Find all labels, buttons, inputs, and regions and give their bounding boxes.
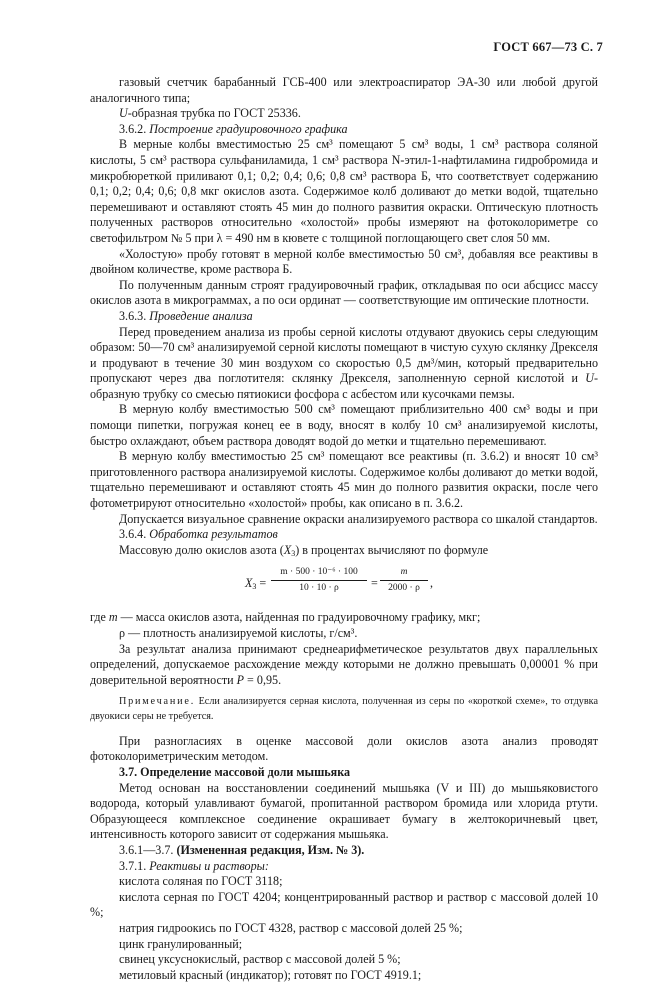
fraction-denominator: 2000 · ρ <box>388 583 420 594</box>
section-number: 3.6.1—3.7. <box>119 842 174 857</box>
section-title: Проведение анализа <box>149 308 253 323</box>
paragraph: В мерную колбу вместимостью 25 см³ помещают все реактивы (п. 3.6.2) и вносят 10 см³ приготовленного раствора анализируемой кислоты. Содержимое колбы доливают до метки водой, тщательно перемешивают и оставляют стоять 45 мин до полного развития окраски, после чего фотометрируют относительно «холостой» пробы, как описано в п. 3.6.2. <box>90 449 598 511</box>
note-text: Если анализируется серная кислота, полученная из серы по «короткой схеме», то отдувка двуокиси серы не требуется. <box>90 696 598 722</box>
list-item: кислота серная по ГОСТ 4204; концентрированный раствор и раствор с массовой долей 10 %; <box>90 889 598 920</box>
equals-sign: = <box>371 576 378 591</box>
section-heading-3-7 <box>90 765 598 781</box>
paragraph: Допускается визуальное сравнение окраски анализируемого раствора со шкалой стандартов. <box>119 511 598 526</box>
variable: U <box>585 371 594 386</box>
section-heading-3-6-2 <box>90 122 598 138</box>
amendment-text: (Измененная редакция, Изм. № 3). <box>176 842 365 857</box>
fraction <box>380 565 428 596</box>
where-clause: ρ — плотность анализируемой кислоты, г/см³. <box>119 626 358 640</box>
note <box>90 695 598 723</box>
paragraph-text: Перед проведением анализа из пробы серной кислоты отдувают двуокись серы следующим образом: 50—70 см³ анализируемой серной кислоты помещают в чистую сухую склянку Дрекселя и продувают в течение 30 мин воздухом со скоростью 0,5 дм³/мин, который предварительно пропускают через два поглотителя: склянку Дрекселя, заполненную серной кислотой и <box>90 324 598 386</box>
variable: X <box>283 542 292 557</box>
paragraph: Метод основан на восстановлении соединений мышьяка (V и III) до мышьяковистого водорода, который улавливают бумагой, пропитанной раствором бромида или хлорида ртути. Образующееся комплексное соединение окрашивает бумагу в желтокоричневый цвет, интенсивность которого зависит от содержания мышьяка. <box>90 780 598 842</box>
paragraph <box>90 543 598 559</box>
section-heading-3-6-4 <box>90 527 598 543</box>
formula <box>90 562 598 608</box>
section-heading-3-6-3 <box>90 309 598 325</box>
section-title: Реактивы и растворы: <box>149 858 269 873</box>
page-header: ГОСТ 667—73 С. 7 <box>493 40 603 54</box>
paragraph: «Холостую» пробу готовят в мерной колбе вместимостью 50 см³, добавляя все реактивы в двойном количестве, кроме раствора Б. <box>90 246 598 277</box>
paragraph <box>90 106 598 122</box>
paragraph <box>90 642 598 689</box>
section-number: 3.7.1. <box>119 858 147 873</box>
variable: P <box>236 672 245 687</box>
paragraph-text: -образная трубка по ГОСТ 25336. <box>127 106 301 121</box>
amendment-note <box>90 843 598 859</box>
list-item: натрия гидроокись по ГОСТ 4328, раствор с массовой долей 25 %; <box>119 920 463 935</box>
paragraph-text: — масса окислов азота, найденная по градуировочному графику, мкг; <box>117 610 481 625</box>
subscript: 3 <box>291 548 296 558</box>
section-number: 3.6.2. <box>119 121 147 136</box>
subscript: 3 <box>252 582 257 592</box>
section-number: 3.6.3. <box>119 308 147 323</box>
variable: m <box>108 610 118 625</box>
list-item: цинк гранулированный; <box>119 936 243 951</box>
paragraph-text: -образную трубку со смесью пятиокиси фосфора с асбестом или кусочками пемзы. <box>90 371 598 401</box>
paragraph: газовый счетчик барабанный ГСБ-400 или электроаспиратор ЭА-30 или любой другой аналогичного типа; <box>90 75 598 105</box>
section-heading-3-7-1 <box>90 859 598 875</box>
list-item: метиловый красный (индикатор); готовят по ГОСТ 4919.1; <box>119 967 422 982</box>
paragraph <box>90 325 598 403</box>
list-item: кислота соляная по ГОСТ 3118; <box>119 874 283 889</box>
where-clause: где m — масса окислов азота, найденная по градуировочному графику, мкг; <box>90 610 481 625</box>
paragraph-text: За результат анализа принимают среднеарифметическое результатов двух параллельных определений, допускаемое расхождение между которыми не должно превышать 0,00001 % при доверительной вероятности <box>90 641 598 687</box>
formula-lhs <box>245 576 266 592</box>
fraction-denominator: 10 · 10 · ρ <box>299 583 339 594</box>
paragraph: В мерную колбу вместимостью 500 см³ помещают приблизительно 400 см³ воды и при помощи пипетки, погружая конец ее в воду, вносят в колбу 10 см³ анализируемой кислоты, быстро охлаждают, объем раствора доводят водой до метки и тщательно перемешивают. <box>90 402 598 448</box>
note-label: Примечание. <box>119 696 196 708</box>
fraction <box>271 565 367 596</box>
paragraph-text: Массовую долю окислов азота ( <box>119 542 284 557</box>
equals-sign: = <box>256 576 267 591</box>
fraction-numerator: m <box>380 565 428 581</box>
section-title: 3.7. Определение массовой доли мышьяка <box>119 764 351 779</box>
section-title: Построение градуировочного графика <box>149 121 348 136</box>
paragraph-text: ) в процентах вычисляют по формуле <box>295 542 489 557</box>
paragraph: В мерные колбы вместимостью 25 см³ помещают 5 см³ воды, 1 см³ раствора соляной кислоты, 5 см³ раствора сульфаниламида, 1 см³ раствора N-этил-1-нафтиламина гидробромида и микробюреткой приливают 0,1; 0,2; 0,4; 0,6; 0,8 см³ раствора Б, что соответствует содержанию 0,1; 0,2; 0,4; 0,6; 0,8 мкг окислов азота. Содержимое колб доливают до метки водой, тщательно перемешивают и оставляют стоять 45 мин до полного развития окраски. Оптическую плотность полученных растворов относительно «холостой» пробы измеряют на фотоколориметре со светофильтром № 5 при λ = 490 нм в кювете с толщиной поглощающего свет слоя 50 мм. <box>90 137 598 245</box>
variable: U <box>119 106 128 121</box>
formula-comma: , <box>430 576 434 591</box>
document-body <box>90 75 598 983</box>
section-title: Обработка результатов <box>149 527 278 542</box>
paragraph-text: = 0,95. <box>244 672 282 687</box>
paragraph: При разногласиях в оценке массовой доли окислов азота анализ проводят фотоколориметрическим методом. <box>90 733 598 764</box>
list-item: свинец уксуснокислый, раствор с массовой долей 5 %; <box>119 952 401 967</box>
paragraph: По полученным данным строят градуировочный график, откладывая по оси абсцисс массу окислов азота в микрограммах, а по оси ординат — соответствующие им оптические плотности. <box>90 277 598 308</box>
variable: X <box>245 576 253 591</box>
section-number: 3.6.4. <box>119 527 147 542</box>
fraction-numerator: m · 500 · 10⁻⁶ · 100 <box>271 565 367 581</box>
